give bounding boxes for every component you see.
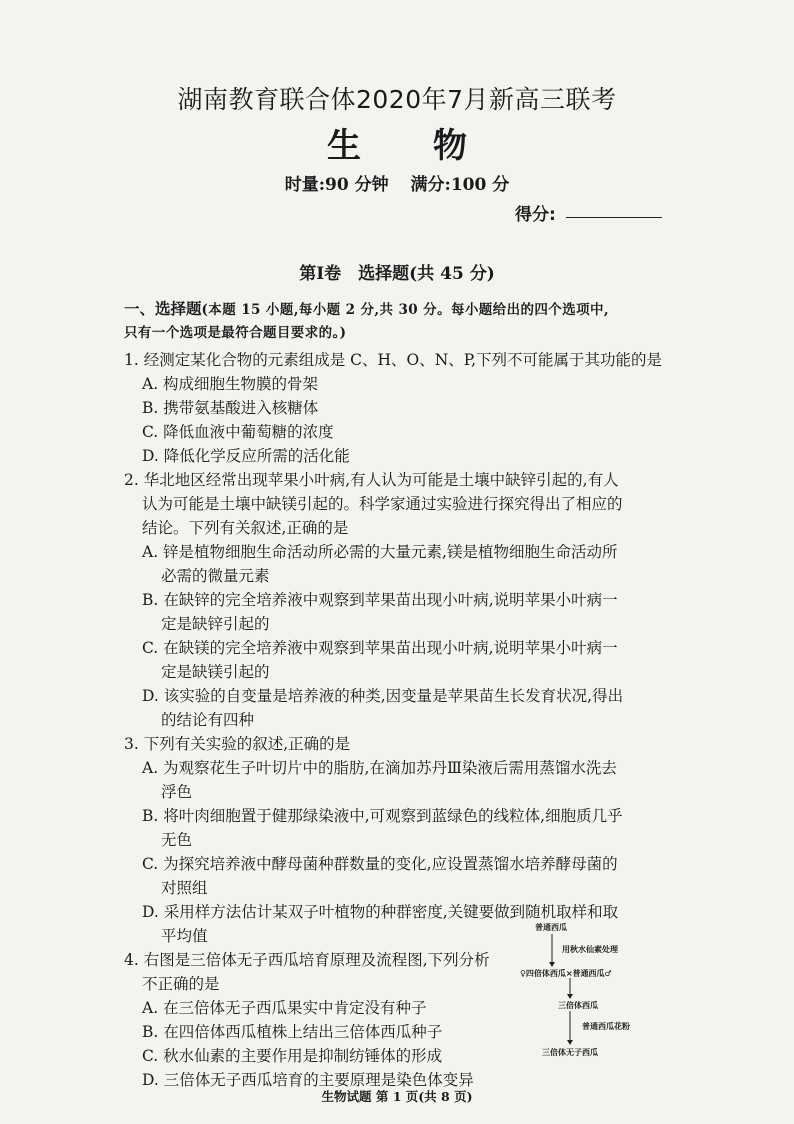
breeding-flowchart (520, 920, 680, 1060)
question-2-stem: 2. 华北地区经常出现苹果小叶病,有人认为可能是土壤中缺锌引起的,有人 (124, 471, 619, 489)
q3-option-d-cont: 平均值 (161, 927, 208, 945)
q1-option-c: C. 降低血液中葡萄糖的浓度 (142, 423, 334, 441)
flow-arrow-3-head (567, 1040, 573, 1045)
q2-option-a: A. 锌是植物细胞生命活动所必需的大量元素,镁是植物细胞生命活动所 (142, 543, 618, 561)
score-label: 得分: (515, 205, 556, 225)
q1-option-b: B. 携带氨基酸进入核糖体 (142, 399, 319, 417)
flow-arrow-1-head (549, 962, 555, 967)
question-4-stem: 4. 右图是三倍体无子西瓜培育原理及流程图,下列分析 (124, 951, 490, 969)
flow-node-triploid: 三倍体西瓜 (558, 1001, 598, 1010)
q2-option-d: D. 该实验的自变量是培养液的种类,因变量是苹果苗生长发育状况,得出 (142, 687, 624, 705)
q3-option-b: B. 将叶肉细胞置于健那绿染液中,可观察到蓝绿色的线粒体,细胞质几乎 (142, 807, 623, 825)
flow-step-pollen: 普通西瓜花粉 (582, 1022, 630, 1031)
q2-option-b: B. 在缺锌的完全培养液中观察到苹果苗出现小叶病,说明苹果小叶病一 (142, 591, 618, 609)
flowchart-arrows (530, 920, 680, 1060)
q4-option-c: C. 秋水仙素的主要作用是抑制纺锤体的形成 (142, 1047, 443, 1065)
q4-option-a: A. 在三倍体无子西瓜果实中肯定没有种子 (142, 999, 427, 1017)
q2-option-d-cont: 的结论有四种 (161, 711, 255, 729)
subject-char-1: 生 (327, 126, 361, 166)
q3-option-c-cont: 对照组 (161, 879, 208, 897)
flow-step-colchicine: 用秋水仙素处理 (562, 945, 618, 954)
page-footer: 生物试题 第 1 页(共 8 页) (321, 1089, 473, 1104)
section-title: 第Ⅰ卷 选择题(共 45 分) (299, 264, 495, 284)
q3-option-a: A. 为观察花生子叶切片中的脂肪,在滴加苏丹Ⅲ染液后需用蒸馏水洗去 (142, 759, 617, 777)
question-3-stem: 3. 下列有关实验的叙述,正确的是 (124, 735, 351, 753)
q2-option-b-cont: 定是缺锌引起的 (161, 615, 270, 633)
exam-title: 湖南教育联合体2020年7月新高三联考 (177, 85, 617, 114)
flow-node-seedless: 三倍体无子西瓜 (542, 1048, 598, 1057)
q3-option-d: D. 采用样方法估计某双子叶植物的种群密度,关键要做到随机取样和取 (142, 903, 619, 921)
question-4-stem-cont: 不正确的是 (142, 975, 220, 993)
question-1-stem: 1. 经测定某化合物的元素组成是 C、H、O、N、P,下列不可能属于其功能的是 (124, 351, 663, 369)
instructions-head: 一、选择题 (124, 299, 202, 318)
question-2-stem-cont: 认为可能是土壤中缺镁引起的。科学家通过实验进行探究得出了相应的 (142, 495, 623, 513)
subject-title (0, 118, 794, 167)
q3-option-b-cont: 无色 (161, 831, 193, 849)
instructions-line-2: 只有一个选项是最符合题目要求的。) (124, 325, 347, 341)
q2-option-c: C. 在缺镁的完全培养液中观察到苹果苗出现小叶病,说明苹果小叶病一 (142, 639, 618, 657)
flow-node-cross: ♀四倍体西瓜×普通西瓜♂ (520, 969, 612, 978)
q1-option-d: D. 降低化学反应所需的活化能 (142, 447, 350, 465)
q2-option-c-cont: 定是缺镁引起的 (161, 663, 270, 681)
q2-option-a-cont: 必需的微量元素 (161, 567, 270, 585)
q3-option-a-cont: 浮色 (161, 783, 193, 801)
flow-node-normal-watermelon: 普通西瓜 (535, 923, 567, 932)
score-blank-line (566, 217, 662, 218)
time-limit: 时量:90 分钟 (284, 175, 389, 195)
question-2-stem-cont: 结论。下列有关叙述,正确的是 (142, 519, 349, 537)
exam-timing (0, 170, 794, 195)
q1-option-a: A. 构成细胞生物膜的骨架 (142, 375, 319, 393)
subject-char-2: 物 (433, 126, 467, 166)
q4-option-d: D. 三倍体无子西瓜培育的主要原理是染色体变异 (142, 1071, 474, 1089)
instructions-line-1: (本题 15 小题,每小题 2 分,共 30 分。每小题给出的四个选项中, (201, 302, 609, 318)
full-score: 满分:100 分 (410, 175, 510, 195)
instructions (124, 297, 672, 345)
flow-arrow-2-head (567, 994, 573, 999)
q4-option-b: B. 在四倍体西瓜植株上结出三倍体西瓜种子 (142, 1023, 443, 1041)
q3-option-c: C. 为探究培养液中酵母菌种群数量的变化,应设置蒸馏水培养酵母菌的 (142, 855, 618, 873)
